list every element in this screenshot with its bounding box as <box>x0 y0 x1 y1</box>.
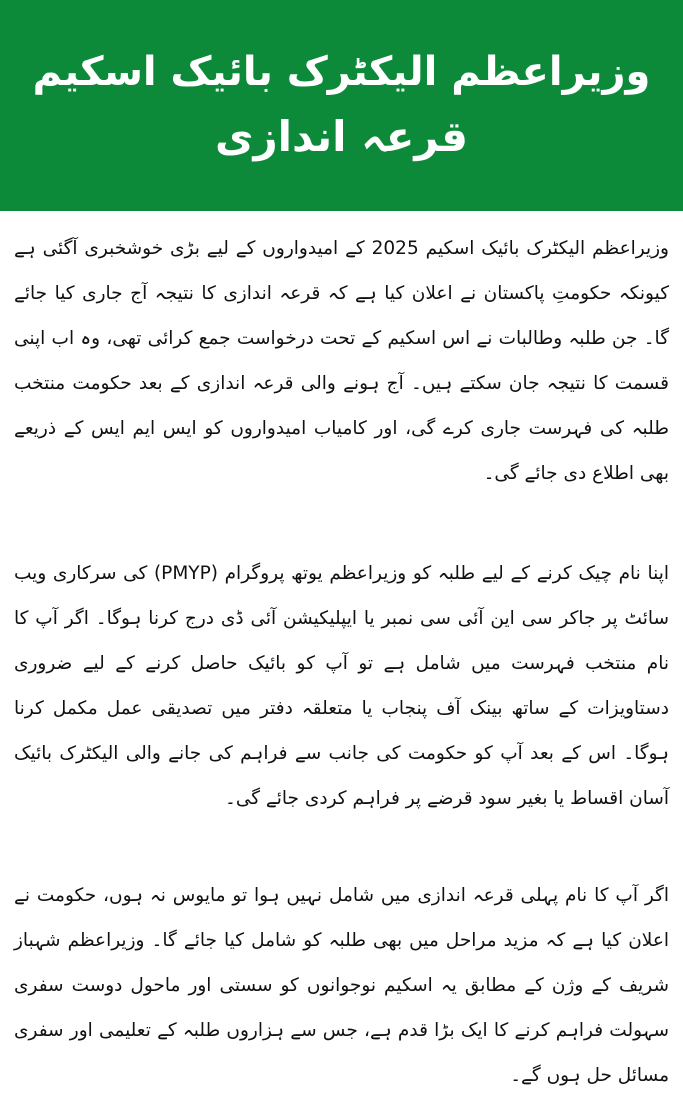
title-banner <box>0 0 683 211</box>
paragraph-next-phases: اگر آپ کا نام پہلی قرعہ اندازی میں شامل نہیں ہوا تو مایوس نہ ہوں، حکومت نے اعلان کیا ہے کہ مزید مراحل میں بھی طلبہ کو شامل کیا جائے گا۔ وزیراعظم شہباز شریف کے وژن کے مطابق یہ اسکیم نوجوانوں کو سستی اور ماحول دوست سفری سہولت فراہم کرنے کا ایک بڑا قدم ہے، جس سے ہزاروں طلبہ کے تعلیمی اور سفری مسائل حل ہوں گے۔ <box>14 885 669 1086</box>
banner-title-line-1: وزیراعظم الیکٹرک بائیک اسکیم <box>32 49 651 96</box>
paragraph-check-name: اپنا نام چیک کرنے کے لیے طلبہ کو وزیراعظم یوتھ پروگرام (PMYP) کی سرکاری ویب سائٹ پر جاکر سی این آئی سی نمبر یا ایپلیکیشن آئی ڈی درج کرنا ہوگا۔ اگر آپ کا نام منتخب فہرست میں شامل ہے تو آپ کو بائیک حاصل کرنے کے لیے ضروری دستاویزات کے ساتھ بینک آف پنجاب یا متعلقہ دفتر میں تصدیقی عمل مکمل کرنا ہوگا۔ اس کے بعد آپ کو حکومت کی جانب سے فراہم کی جانے والی الیکٹرک بائیک آسان اقساط یا بغیر سود قرضے پر فراہم کردی جائے گی۔ <box>14 563 669 809</box>
paragraph-announcement: وزیراعظم الیکٹرک بائیک اسکیم 2025 کے امیدواروں کے لیے بڑی خوشخبری آگئی ہے کیونکہ حکومتِ پاکستان نے اعلان کیا ہے کہ قرعہ اندازی کا نتیجہ آج جاری کیا جائے گا۔ جن طلبہ وطالبات نے اس اسکیم کے تحت درخواست جمع کرائی تھی، وہ اب اپنی قسمت کا نتیجہ جان سکتے ہیں۔ آج ہونے والی قرعہ اندازی کے بعد حکومت منتخب طلبہ کی فہرست جاری کرے گی، اور کامیاب امیدواروں کو ایس ایم ایس کے ذریعے بھی اطلاع دی جائے گی۔ <box>14 238 669 484</box>
article-body <box>14 226 669 1098</box>
banner-title-line-2: قرعہ اندازی <box>214 112 469 162</box>
